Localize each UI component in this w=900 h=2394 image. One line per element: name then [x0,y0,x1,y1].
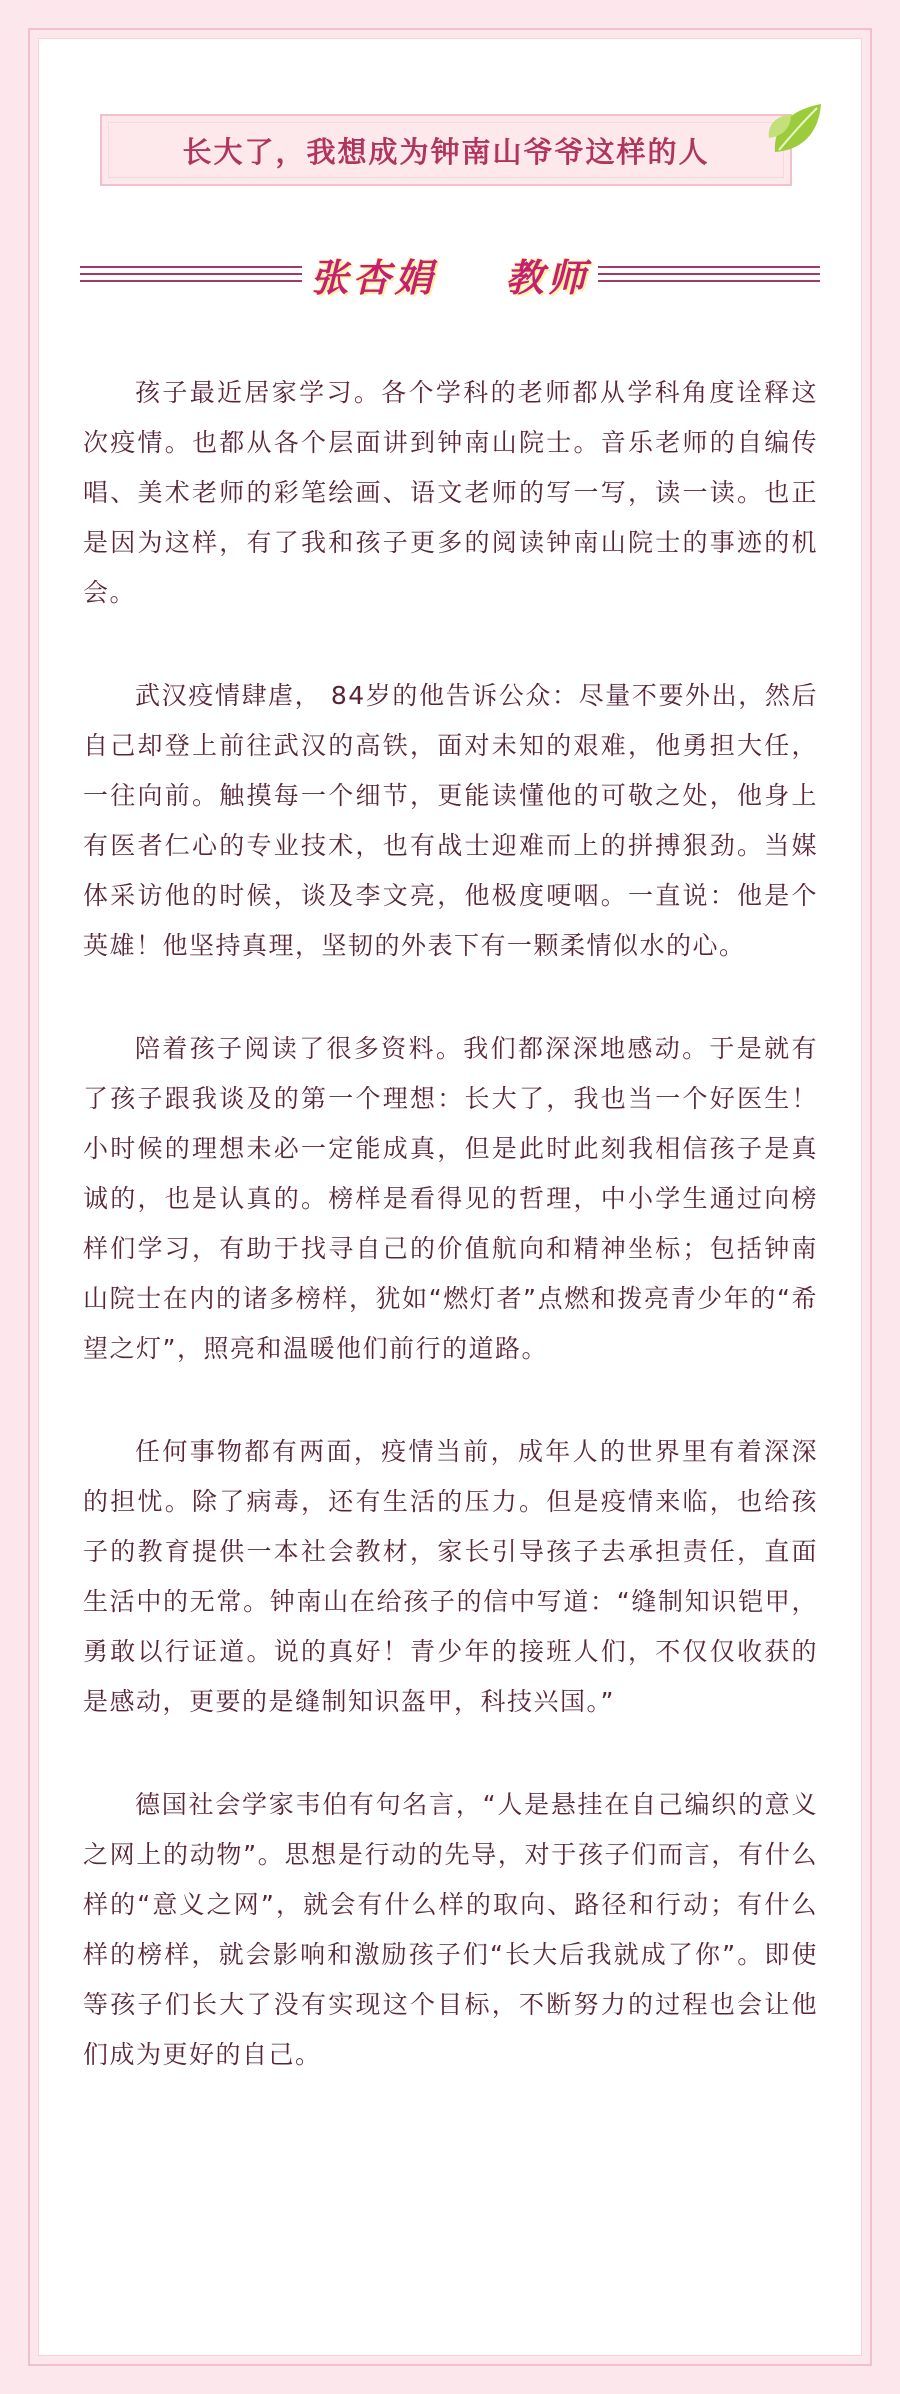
paragraph: 任何事物都有两面，疫情当前，成年人的世界里有着深深的担忧。除了病毒，还有生活的压力。但是疫情来临，也给孩子的教育提供一本社会教材，家长引导孩子去承担责任，直面生活中的无常。钟南山在给孩子的信中写道：“缝制知识铠甲，勇敢以行证道。说的真好！青少年的接班人们，不仅仅收获的是感动，更要的是缝制知识盔甲，科技兴国。” [83,1437,818,1716]
article-title: 长大了，我想成为钟南山爷爷这样的人 [182,134,710,169]
paragraph: 陪着孩子阅读了很多资料。我们都深深地感动。于是就有了孩子跟我谈及的第一个理想：长大了，我也当一个好医生！小时候的理想未必一定能成真，但是此时此刻我相信孩子是真诚的，也是认真的。榜样是看得见的哲理，中小学生通过向榜样们学习，有助于找寻自己的价值航向和精神坐标；包括钟南山院士在内的诸多榜样，犹如“燃灯者”点燃和拨亮青少年的“希望之灯”，照亮和温暖他们前行的道路。 [83,1034,818,1363]
right-decorative-lines [598,266,820,290]
leaf-icon [765,98,829,162]
title-banner [100,114,792,186]
article-body [83,368,818,2133]
paragraph: 孩子最近居家学习。各个学科的老师都从学科角度诠释这次疫情。也都从各个层面讲到钟南山院士。音乐老师的自编传唱、美术老师的彩笔绘画、语文老师的写一写，读一读。也正是因为这样，有了我和孩子更多的阅读钟南山院士的事迹的机会。 [83,378,818,607]
author-byline: 张杏娟 教师 [310,256,590,300]
paragraph: 德国社会学家韦伯有句名言，“人是悬挂在自己编织的意义之网上的动物”。思想是行动的先导，对于孩子们而言，有什么样的“意义之网”，就会有什么样的取向、路径和行动；有什么样的榜样，就会影响和激励孩子们“长大后我就成了你”。即使等孩子们长大了没有实现这个目标，不断努力的过程也会让他们成为更好的自己。 [83,1790,818,2069]
paragraph: 武汉疫情肆虐， 84岁的他告诉公众：尽量不要外出，然后自己却登上前往武汉的高铁，面对未知的艰难，他勇担大任，一往向前。触摸每一个细节，更能读懂他的可敬之处，他身上有医者仁心的专业技术，也有战士迎难而上的拼搏狠劲。当媒体采访他的时候，谈及李文亮，他极度哽咽。一直说：他是个英雄！他坚持真理，坚韧的外表下有一颗柔情似水的心。 [83,681,818,960]
author-row [70,248,830,308]
left-decorative-lines [80,266,302,290]
